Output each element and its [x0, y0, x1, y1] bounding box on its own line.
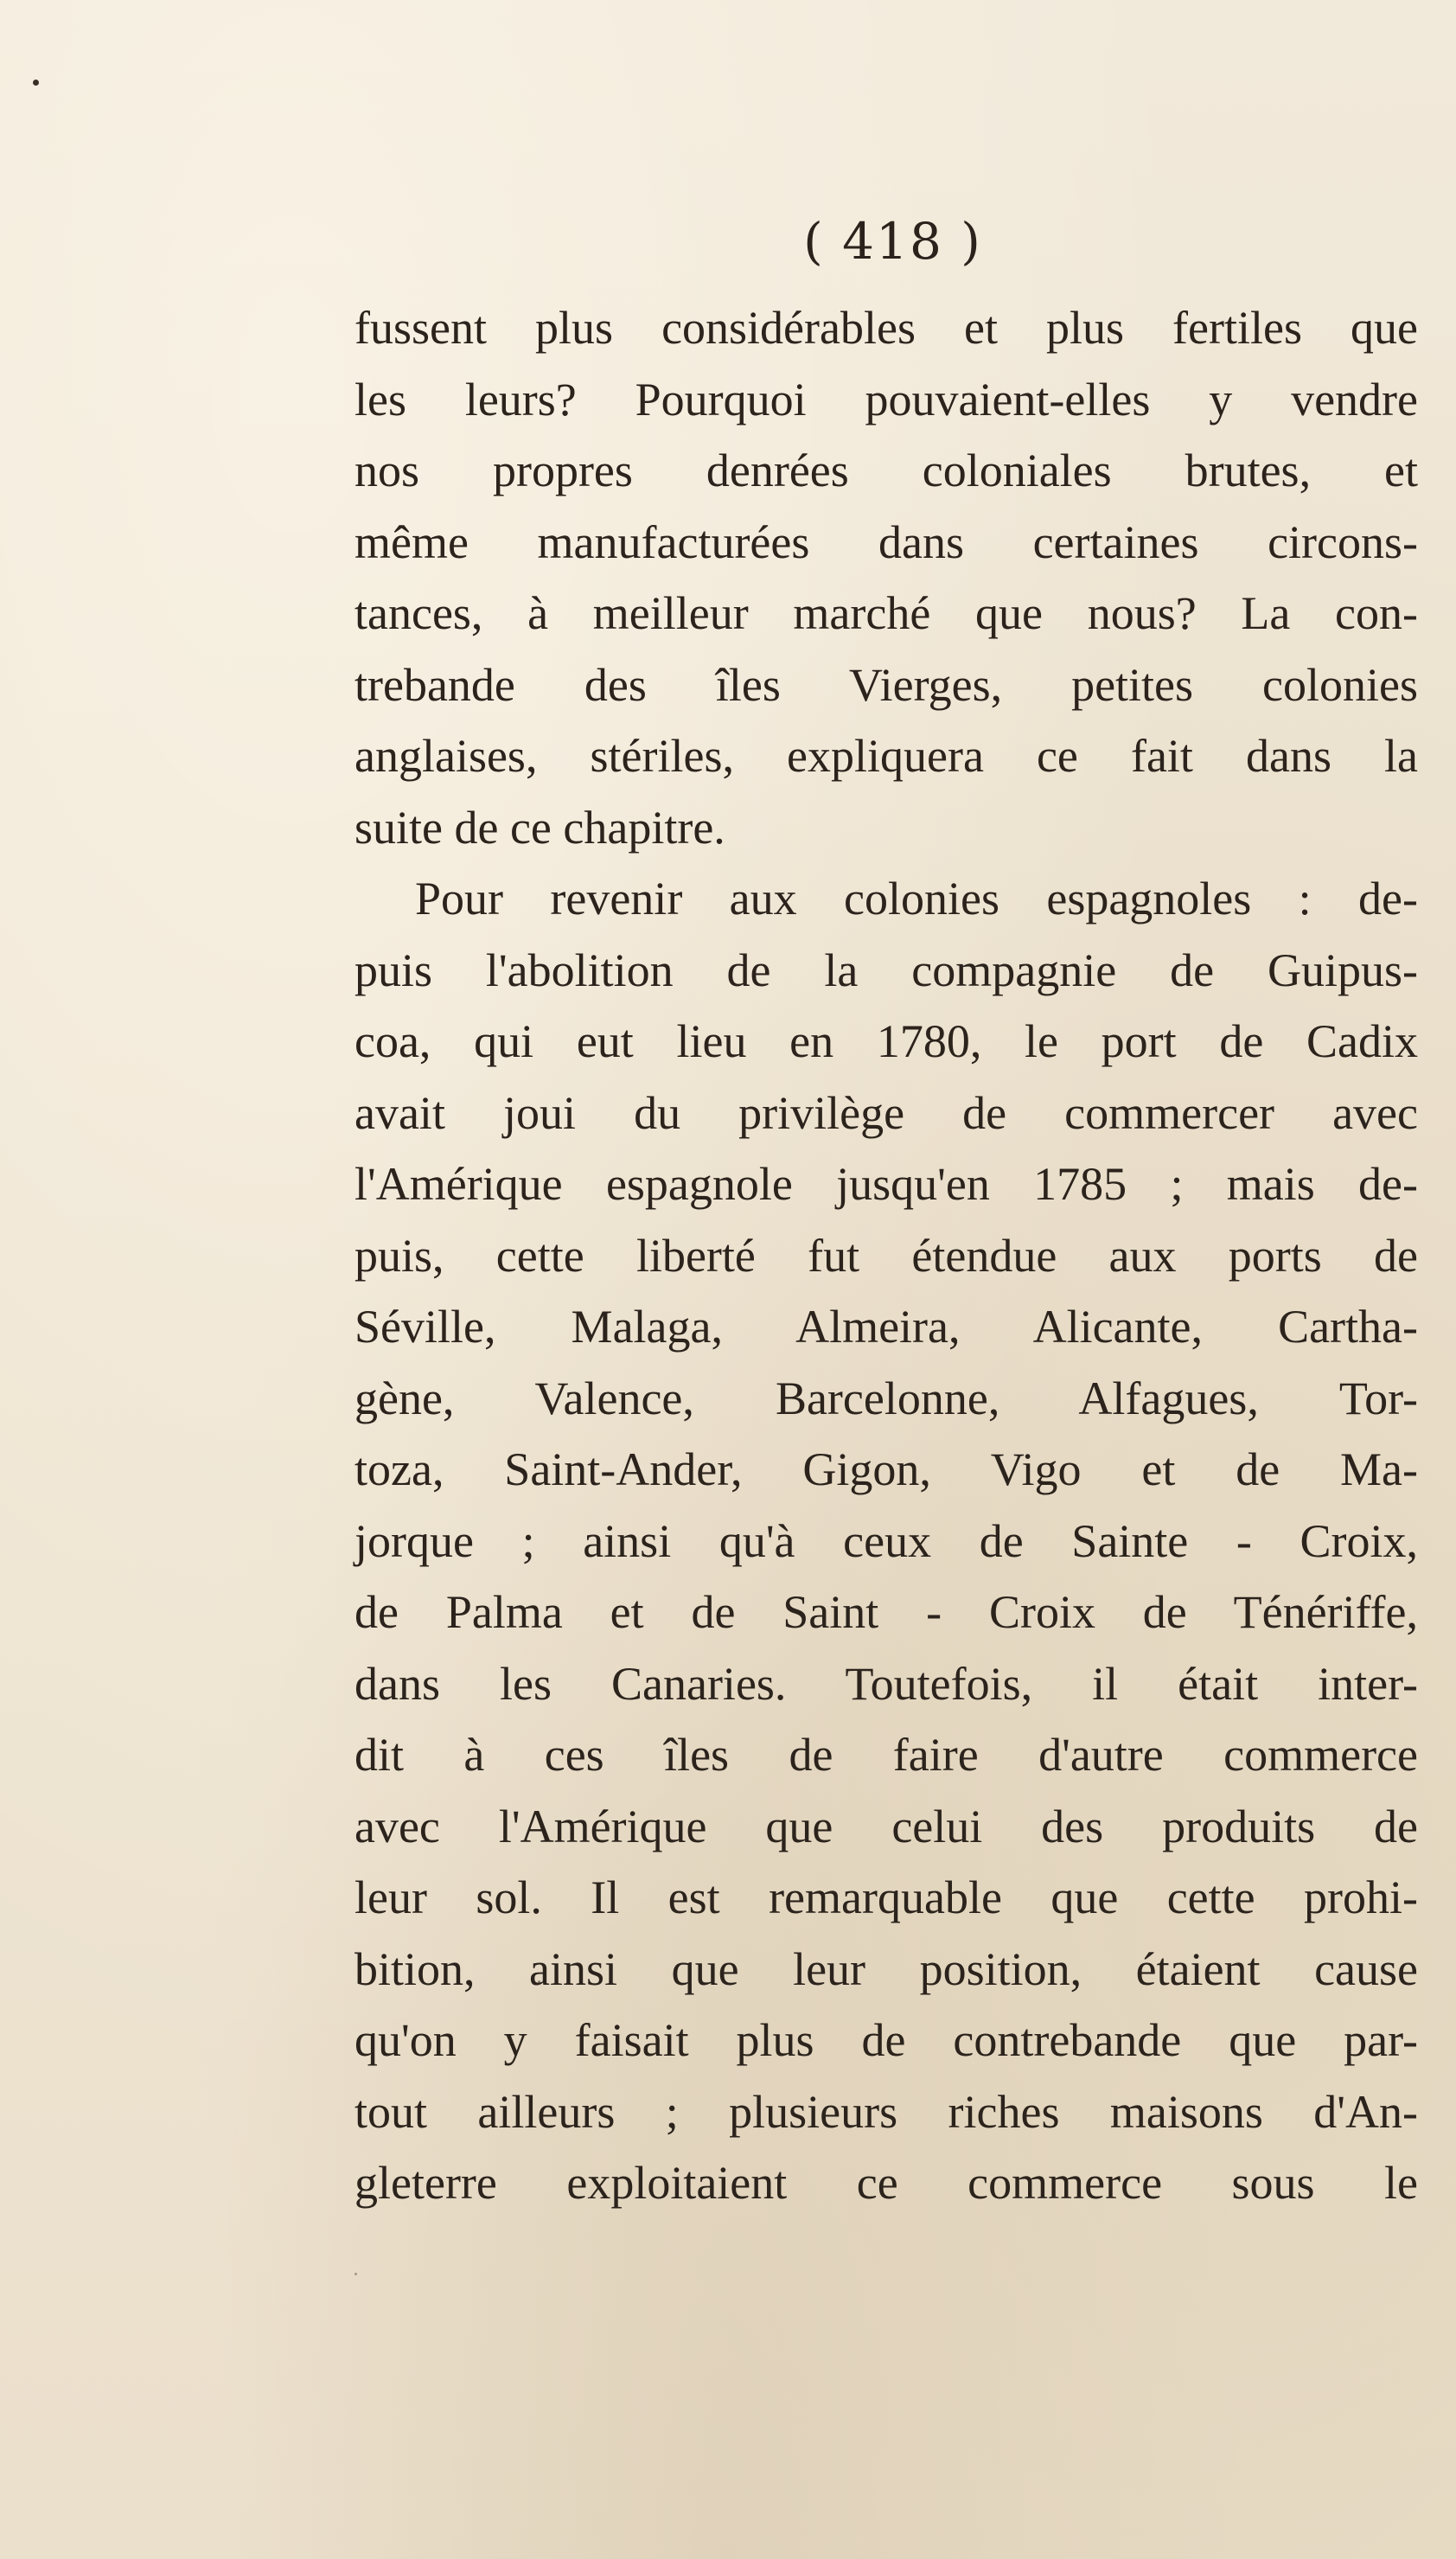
text-line: puis l'abolition de la compagnie de Guipus-: [354, 944, 1418, 996]
text-line: trebande des îles Vierges, petites colonies: [354, 658, 1418, 711]
text-line: même manufacturées dans certaines circons-: [354, 515, 1418, 568]
text-line: dans les Canaries. Toutefois, il était inter-: [354, 1657, 1418, 1710]
text-line: qu'on y faisait plus de contrebande que par-: [354, 2014, 1418, 2066]
text-line: les leurs? Pourquoi pouvaient-elles y vendre: [354, 373, 1418, 425]
text-line: bition, ainsi que leur position, étaient cause: [354, 1942, 1418, 1995]
text-line: dit à ces îles de faire d'autre commerce: [354, 1729, 1418, 1781]
body-text: [354, 292, 1418, 2219]
text-line: fussent plus considérables et plus fertiles que: [354, 302, 1418, 354]
text-line: anglaises, stériles, expliquera ce fait dans la: [354, 730, 1418, 782]
text-line: toza, Saint-Ander, Gigon, Vigo et de Ma-: [354, 1443, 1418, 1495]
text-line: coa, qui eut lieu en 1780, le port de Cadix: [354, 1015, 1418, 1067]
text-line: nos propres denrées coloniales brutes, et: [354, 445, 1418, 496]
text-line: de Palma et de Saint - Croix de Ténériffe,: [354, 1586, 1418, 1638]
text-line: gène, Valence, Barcelonne, Alfagues, Tor-: [354, 1372, 1418, 1424]
text-line: l'Amérique espagnole jusqu'en 1785 ; mais de-: [354, 1158, 1418, 1210]
text-line: leur sol. Il est remarquable que cette prohi-: [354, 1871, 1418, 1923]
text-line: jorque ; ainsi qu'à ceux de Sainte - Croix,: [354, 1514, 1418, 1567]
text-line: puis, cette liberté fut étendue aux ports de: [354, 1229, 1418, 1282]
text-line: gleterre exploitaient ce commerce sous le: [354, 2157, 1418, 2209]
ink-speck: [354, 2273, 357, 2275]
text-line: avec l'Amérique que celui des produits de: [354, 1800, 1418, 1852]
text-line: avait joui du privilège de commercer avec: [354, 1086, 1418, 1139]
page-number: ( 418 ): [803, 212, 982, 271]
ink-speck: [33, 80, 39, 86]
text-line: tout ailleurs ; plusieurs riches maisons d'An-: [354, 2085, 1418, 2138]
text-line: tances, à meilleur marché que nous? La con-: [354, 587, 1418, 639]
paragraph-first-line: Pour revenir aux colonies espagnoles : de-: [415, 873, 1418, 924]
text-line: Séville, Malaga, Almeira, Alicante, Cartha-: [354, 1301, 1418, 1353]
text-line: suite de ce chapitre.: [354, 801, 725, 854]
